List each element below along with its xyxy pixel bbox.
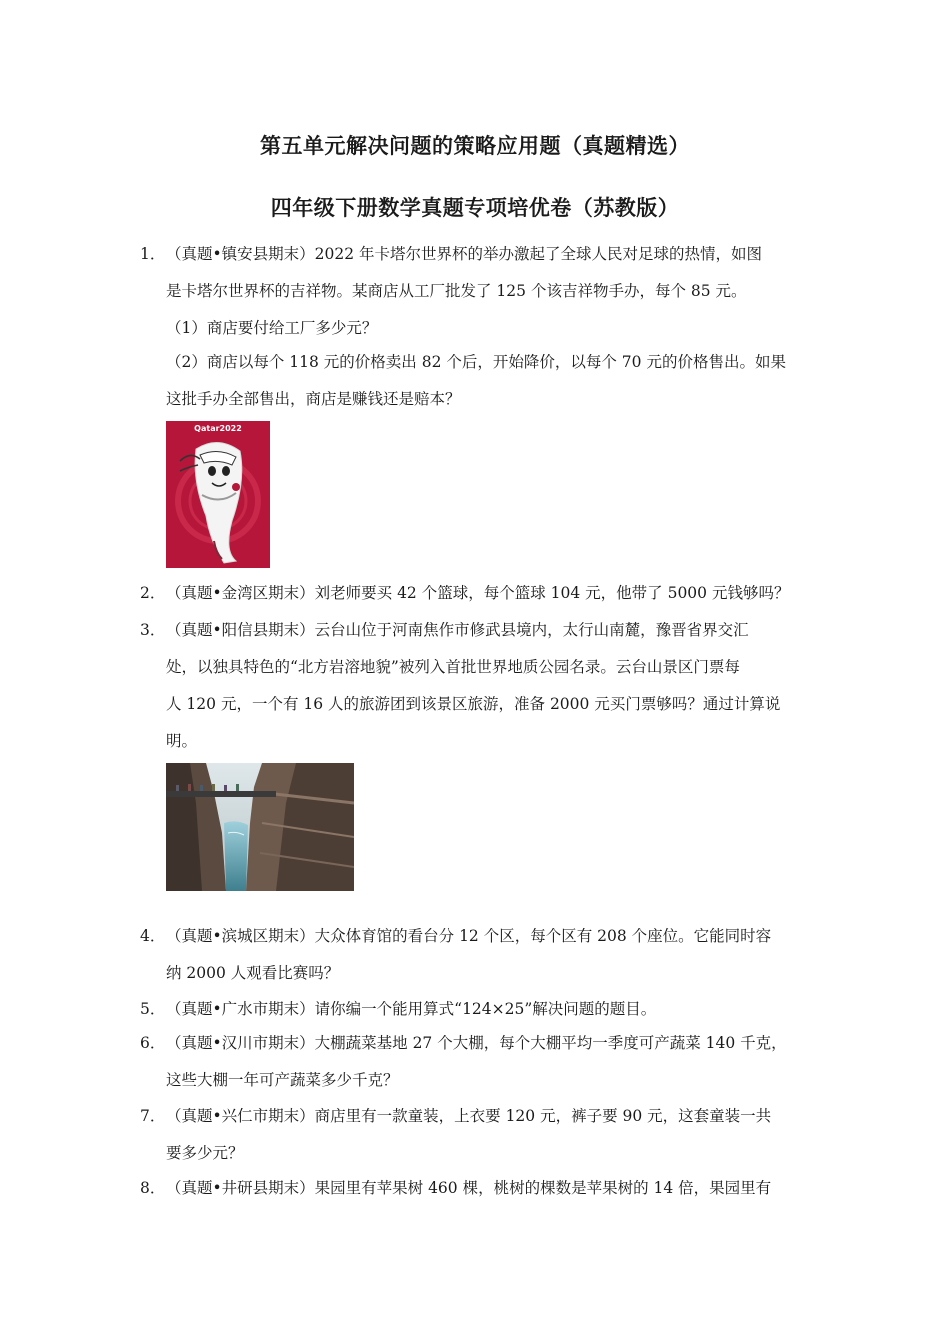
sub-question-2: （2）商店以每个 118 元的价格卖出 82 个后，开始降价，以每个 70 元的价格售出。如果 — [166, 353, 786, 371]
worldcup-mascot-image — [166, 421, 270, 568]
question-text-line: （真题•广水市期末）请你编一个能用算式“124×25”解决问题的题目。 — [166, 1000, 657, 1018]
sub-question-2-cont: 这批手办全部售出，商店是赚钱还是赔本？ — [166, 390, 461, 408]
question-8 — [140, 1170, 820, 1207]
question-number: 4． — [140, 927, 166, 945]
question-text-line: （真题•镇安县期末）2022 年卡塔尔世界杯的举办激起了全球人民对足球的热情，如图 — [166, 245, 763, 263]
question-text-line: （真题•金湾区期末）刘老师要买 42 个篮球，每个篮球 104 元，他带了 5000 元钱够吗？ — [166, 584, 790, 602]
question-number: 8． — [140, 1179, 166, 1197]
question-1 — [140, 236, 820, 310]
mascot-illustration — [166, 421, 270, 568]
question-4 — [140, 918, 820, 992]
page-subtitle: 四年级下册数学真题专项培优卷（苏教版） — [270, 196, 680, 220]
question-text-line: （真题•井研县期末）果园里有苹果树 460 棵，桃树的棵数是苹果树的 14 倍，果园里有 — [166, 1179, 772, 1197]
question-text-line: （真题•汉川市期末）大棚蔬菜基地 27 个大棚，每个大棚平均一季度可产蔬菜 140 千克， — [166, 1034, 787, 1052]
question-text-line: （真题•阳信县期末）云台山位于河南焦作市修武县境内，太行山南麓，豫晋省界交汇 — [166, 621, 749, 639]
page-title: 第五单元解决问题的策略应用题（真题精选） — [260, 134, 690, 158]
question-text-line: 这些大棚一年可产蔬菜多少千克？ — [166, 1071, 399, 1089]
sub-question-1: （1）商店要付给工厂多少元？ — [166, 319, 378, 337]
question-text-line: 是卡塔尔世界杯的吉祥物。某商店从工厂批发了 125 个该吉祥物手办，每个 85 元。 — [166, 282, 747, 300]
question-text-line: 人 120 元，一个有 16 人的旅游团到该景区旅游，准备 2000 元买门票够吗？通过计算说 — [166, 695, 781, 713]
question-number: 5． — [140, 1000, 166, 1018]
question-2 — [140, 575, 820, 612]
mascot-logo-text: Qatar2022 — [194, 424, 242, 433]
question-number: 2． — [140, 584, 166, 602]
question-7 — [140, 1098, 820, 1172]
yuntai-mountain-canyon-image — [166, 763, 354, 891]
question-number: 3． — [140, 621, 166, 639]
question-text-line: 明。 — [166, 732, 198, 750]
question-text-line: 要多少元？ — [166, 1144, 244, 1162]
question-text-line: （真题•滨城区期末）大众体育馆的看台分 12 个区，每个区有 208 个座位。它能同时容 — [166, 927, 772, 945]
question-number: 1． — [140, 245, 166, 263]
question-text-line: 处，以独具特色的“北方岩溶地貌”被列入首批世界地质公园名录。云台山景区门票每 — [166, 658, 740, 676]
question-5 — [140, 991, 820, 1028]
canyon-photo — [166, 763, 354, 891]
question-text-line: （真题•兴仁市期末）商店里有一款童装，上衣要 120 元，裤子要 90 元，这套童装一共 — [166, 1107, 772, 1125]
question-number: 6． — [140, 1034, 166, 1052]
question-3 — [140, 612, 820, 760]
question-text-line: 纳 2000 人观看比赛吗？ — [166, 964, 340, 982]
question-6 — [140, 1025, 820, 1099]
question-number: 7． — [140, 1107, 166, 1125]
